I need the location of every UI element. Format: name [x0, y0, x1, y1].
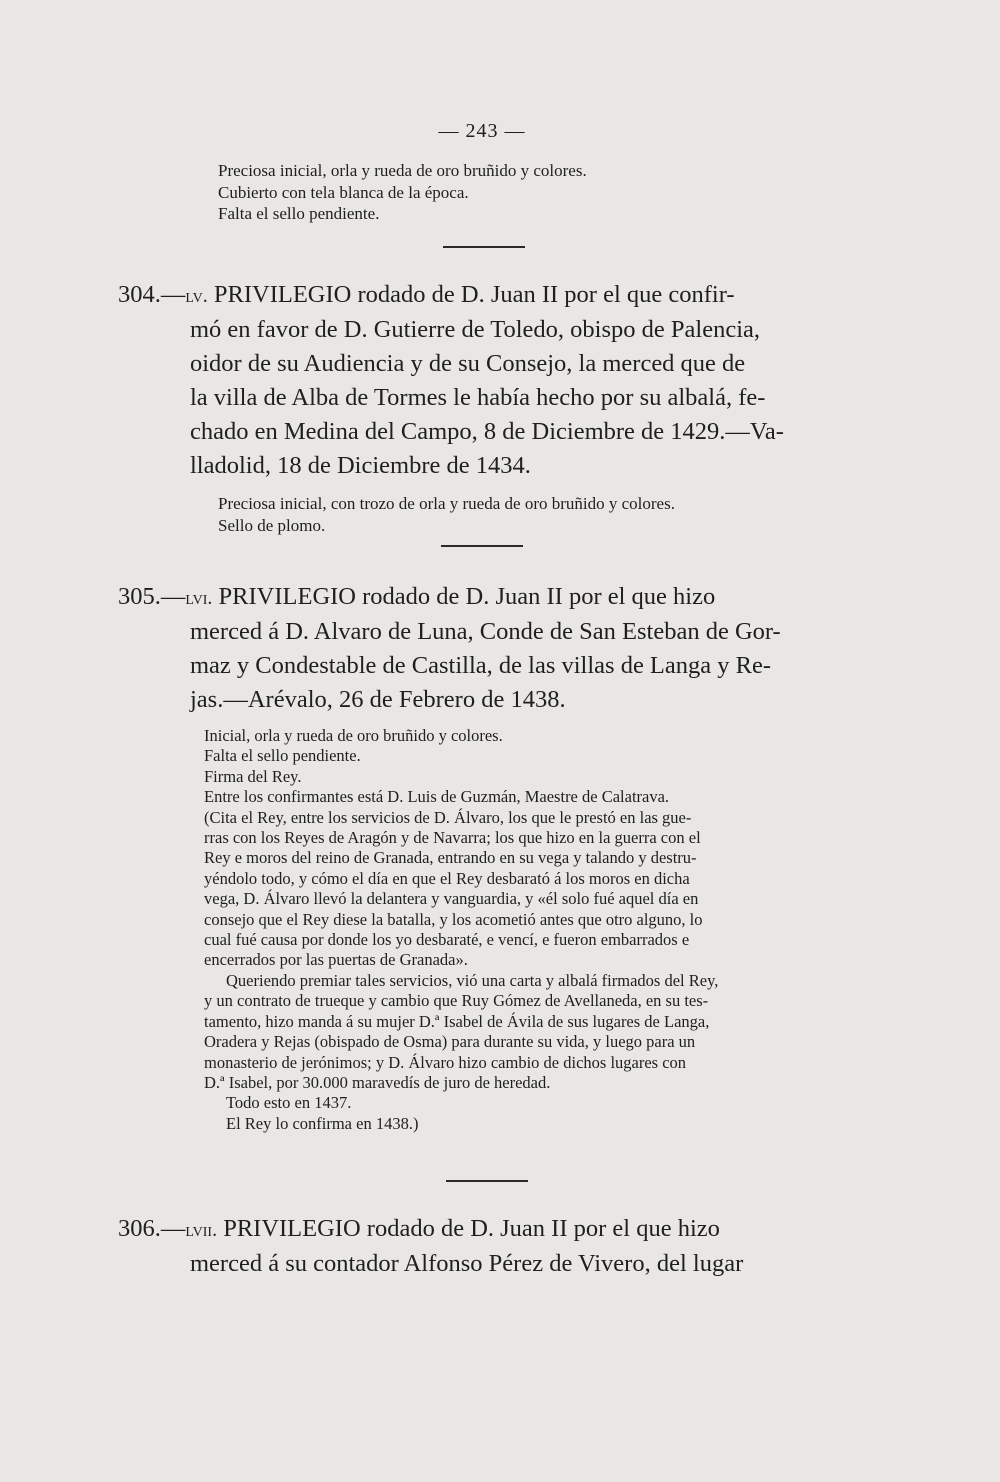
note-line: Firma del Rey. [204, 766, 302, 786]
note-line: Todo esto en 1437. [226, 1093, 352, 1113]
entry-304-notes [218, 493, 675, 536]
entry-heading-line [118, 1212, 860, 1247]
entry-text-line: PRIVILEGIO rodado de D. Juan II por el que hizo [218, 583, 716, 610]
note-line: El Rey lo confirma en 1438.) [226, 1113, 419, 1133]
entry-text-line: maz y Condestable de Castilla, de las villas de Langa y Re- [190, 652, 772, 679]
note-line: consejo que el Rey diese la batalla, y los acometió antes que otro alguno, lo [204, 909, 703, 929]
note-line: Rey e moros del reino de Granada, entrando en su vega y talando y destru- [204, 848, 697, 868]
note-line: y un contrato de trueque y cambio que Ruy Gómez de Avellaneda, en su tes- [204, 991, 709, 1011]
top-notes [218, 160, 587, 225]
entry-text-line: oidor de su Audiencia y de su Consejo, la merced que de [190, 350, 746, 377]
entry-text-line: jas.—Arévalo, 26 de Febrero de 1438. [190, 686, 566, 713]
entry-305-notes [204, 726, 718, 1134]
note-line: Falta el sello pendiente. [204, 746, 361, 766]
entry-roman-numeral: lvii. [185, 1219, 218, 1241]
note-line: Preciosa inicial, orla y rueda de oro bruñido y colores. [218, 161, 587, 180]
note-line: encerrados por las puertas de Granada». [204, 950, 468, 970]
entry-number: 304.— [118, 281, 186, 308]
divider-rule [443, 246, 525, 248]
page-number: — 243 — [438, 120, 526, 142]
entry-text-line: merced á D. Alvaro de Luna, Conde de San Esteban de Gor- [190, 618, 781, 645]
divider-rule [446, 1180, 528, 1182]
note-line: Oradera y Rejas (obispado de Osma) para durante su vida, y luego para un [204, 1032, 696, 1052]
entry-number: 306.— [118, 1215, 186, 1242]
entry-number: 305.— [118, 583, 186, 610]
note-line: Falta el sello pendiente. [218, 204, 380, 223]
entry-heading-line [118, 580, 860, 615]
entry-text-line: mó en favor de D. Gutierre de Toledo, obispo de Palencia, [190, 316, 761, 343]
note-line: D.ª Isabel, por 30.000 maravedís de juro de heredad. [204, 1072, 551, 1092]
entry-text-line: merced á su contador Alfonso Pérez de Vivero, del lugar [190, 1250, 744, 1277]
entry-text-line: chado en Medina del Campo, 8 de Diciembre de 1429.—Va- [190, 418, 784, 445]
note-line: Queriendo premiar tales servicios, vió una carta y albalá firmados del Rey, [226, 970, 719, 990]
note-line: Preciosa inicial, con trozo de orla y rueda de oro bruñido y colores. [218, 494, 675, 513]
entry-text-line: PRIVILEGIO rodado de D. Juan II por el que hizo [223, 1215, 720, 1242]
entry-text-line: PRIVILEGIO rodado de D. Juan II por el que confir- [213, 281, 735, 308]
note-line: Sello de plomo. [218, 515, 326, 535]
entry-306 [118, 1212, 860, 1281]
entry-text-line: la villa de Alba de Tormes le había hecho por su albalá, fe- [190, 384, 766, 411]
note-line: tamento, hizo manda á su mujer D.ª Isabel de Ávila de sus lugares de Langa, [204, 1011, 710, 1031]
note-line: yéndolo todo, y cómo el día en que el Rey desbarató á los moros en dicha [204, 868, 690, 888]
note-line: monasterio de jerónimos; y D. Álvaro hizo cambio de dichos lugares con [204, 1052, 687, 1072]
entry-304 [118, 278, 860, 483]
note-line: Entre los confirmantes está D. Luis de Guzmán, Maestre de Calatrava. [204, 787, 670, 807]
divider-rule [441, 545, 523, 547]
note-line: vega, D. Álvaro llevó la delantera y vanguardia, y «él solo fué aquel día en [204, 889, 699, 909]
entry-text-line: lladolid, 18 de Diciembre de 1434. [190, 452, 531, 479]
entry-heading-line [118, 278, 860, 313]
entry-roman-numeral: lv. [185, 285, 208, 307]
entry-305 [118, 580, 860, 717]
note-line: Cubierto con tela blanca de la época. [218, 182, 469, 202]
note-line: (Cita el Rey, entre los servicios de D. Álvaro, los que le prestó en las gue- [204, 807, 692, 827]
note-line: rras con los Reyes de Aragón y de Navarra; los que hizo en la guerra con el [204, 828, 701, 848]
note-line: Inicial, orla y rueda de oro bruñido y colores. [204, 726, 503, 745]
note-line: cual fué causa por donde los yo desbaraté, e vencí, e fueron embarrados e [204, 930, 690, 950]
entry-roman-numeral: lvi. [185, 587, 213, 609]
